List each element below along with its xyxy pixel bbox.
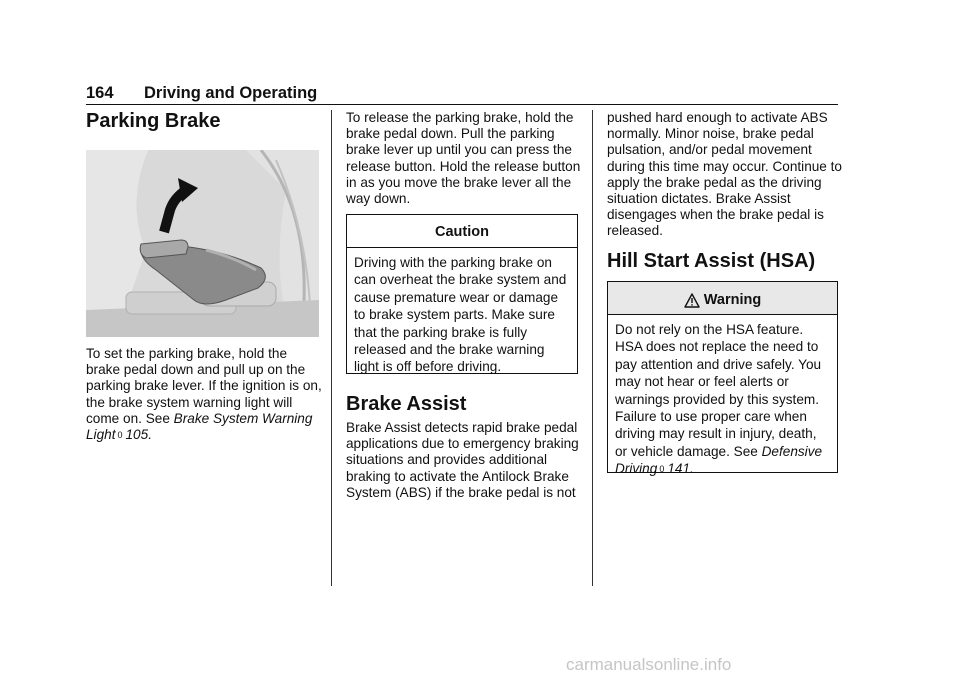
section-title: Driving and Operating — [144, 84, 318, 102]
reference-icon: 0 — [117, 430, 123, 441]
caution-box — [346, 214, 578, 374]
page-number: 164 — [86, 84, 114, 102]
warning-text: Do not rely on the HSA feature. HSA does not replace the need to pay attention and drive safely. You may not hear or feel alerts or warnings provided by this system. Failure to use proper care when driving may result in injury, death, or vehicle damage. See Defensive Driving 0 141. — [608, 314, 837, 479]
page-reference: 105 — [125, 427, 149, 443]
reference-icon: 0 — [659, 464, 665, 475]
watermark: carmanualsonline.info — [566, 655, 732, 674]
reference-link[interactable]: Brake System Warning Light — [86, 410, 313, 443]
release-parking-brake-text: To release the parking brake, hold the brake pedal down. Pull the parking brake lever up until you can press the release button. Hold the release button in as you move the brake lever all the way down. — [346, 110, 581, 207]
set-parking-brake-text: To set the parking brake, hold the brake pedal down and pull up on the parking brake lever. If the ignition is on, the brake system warning light will come on. See Brake System Warning Light 0 105. — [86, 346, 322, 443]
caution-text: Driving with the parking brake on can overheat the brake system and cause premature wear or damage to brake system parts. Make sure that the parking brake is fully released and the brake warning light is off before driving. — [347, 247, 577, 376]
brake-assist-heading: Brake Assist — [346, 393, 467, 415]
hill-start-assist-heading: Hill Start Assist (HSA) — [607, 250, 816, 272]
header-rule — [86, 104, 838, 105]
reference-link[interactable]: Defensive Driving — [615, 443, 823, 477]
warning-box — [607, 281, 838, 477]
brake-assist-continued-text: pushed hard enough to activate ABS normally. Minor noise, brake pedal pulsation, and/or pedal movement during this time may occur. Continue to apply the brake pedal as the driving situation dictates. Brake Assist disengages when the brake pedal is released. — [607, 110, 842, 239]
column-divider-1 — [331, 110, 332, 586]
caution-title: Caution — [435, 224, 489, 240]
parking-brake-lever-illustration — [86, 150, 319, 337]
brake-assist-text: Brake Assist detects rapid brake pedal applications due to emergency braking situations and provides additional braking to activate the Antilock Brake System (ABS) if the brake pedal is not — [346, 420, 579, 500]
page-header — [86, 84, 317, 103]
parking-brake-heading: Parking Brake — [86, 110, 221, 132]
page-reference: 141 — [667, 461, 691, 477]
column-divider-2 — [592, 110, 593, 586]
warning-triangle-icon — [684, 293, 700, 308]
warning-title: Warning — [703, 292, 762, 308]
